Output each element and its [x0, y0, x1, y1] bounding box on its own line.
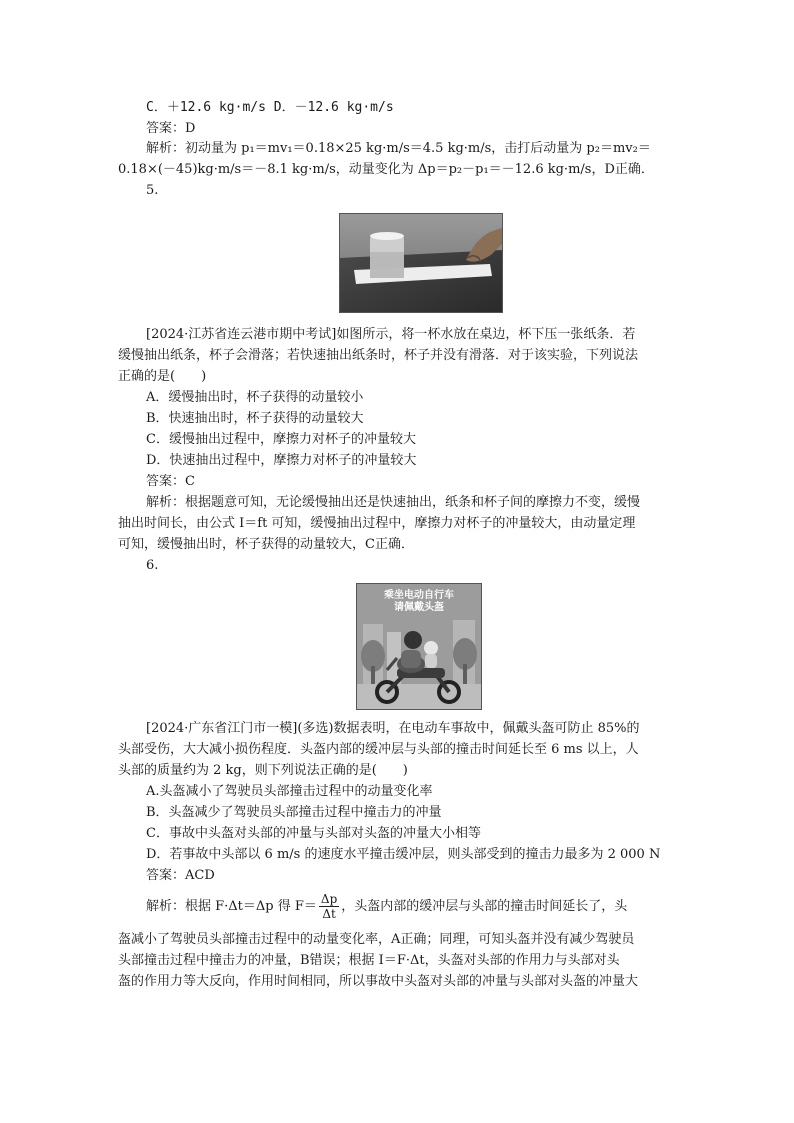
q6-number: 6. [146, 558, 159, 573]
q5-analysis-line1: 解析：根据题意可知，无论缓慢抽出还是快速抽出，纸条和杯子间的摩擦力不变，缓慢 [146, 495, 641, 510]
q4-analysis-line2: 0.18×(－45)kg·m/s＝－8.1 kg·m/s，动量变化为 Δp＝p₂－p₁＝－12.6 kg·m/s，D正确． [118, 162, 654, 177]
q4-answer: 答案：D [146, 121, 196, 136]
q6-option-b: B．头盔减少了驾驶员头部撞击过程中撞击力的冲量 [146, 805, 442, 820]
poster-illustration [357, 584, 481, 709]
fraction-numerator: Δp [320, 892, 338, 906]
q6-analysis-line4: 盔的作用力等大反向，作用时间相同，所以事故中头盔对头部的冲量与头部对头盔的冲量大 [118, 974, 639, 989]
cup-paper-photo [339, 213, 503, 313]
q6-option-d: D．若事故中头部以 6 m/s 的速度水平撞击缓冲层，则头部受到的撞击力最多为 2 000 N [146, 847, 661, 862]
q6-option-c: C．事故中头盔对头部的冲量与头部对头盔的冲量大小相等 [146, 826, 481, 841]
q5-stem-line3: 正确的是( ) [118, 369, 207, 384]
helmet-poster [356, 583, 482, 710]
poster-text-1: 乘坐电动自行车 [384, 590, 454, 601]
q5-option-b: B．快速抽出时，杯子获得的动量较大 [146, 411, 364, 426]
q5-option-c: C．缓慢抽出过程中，摩擦力对杯子的冲量较大 [146, 432, 416, 447]
q4-analysis-line1: 解析：初动量为 p₁＝mv₁＝0.18×25 kg·m/s＝4.5 kg·m/s，击打后动量为 p₂＝mv₂＝ [146, 141, 651, 156]
cup-paper-photo-svg [340, 214, 502, 312]
q5-option-d: D．快速抽出过程中，摩擦力对杯子的冲量较大 [146, 453, 417, 468]
q6-analysis-pre: 解析：根据 F·Δt＝Δp 得 F＝ [146, 899, 317, 914]
fraction-denominator: Δt [322, 907, 336, 921]
q5-stem-line1: [2024·江苏省连云港市期中考试]如图所示，将一杯水放在桌边，杯下压一张纸条．若 [146, 327, 636, 342]
q6-stem-line3: 头部的质量约为 2 kg，则下列说法正确的是( ) [118, 763, 408, 778]
q6-option-a: A.头盔减小了驾驶员头部撞击过程中的动量变化率 [146, 784, 433, 799]
q5-option-a: A．缓慢抽出时，杯子获得的动量较小 [146, 390, 364, 405]
q6-analysis-line2: 盔减小了驾驶员头部撞击过程中的动量变化率，A正确；同理，可知头盔并没有减少驾驶员 [118, 932, 635, 947]
q6-stem-line1: [2024·广东省江门市一模](多选)数据表明，在电动车事故中，佩戴头盔可防止 85%的 [146, 721, 640, 736]
q5-number: 5. [146, 183, 159, 198]
q6-answer: 答案：ACD [146, 868, 215, 883]
q6-analysis-line3: 头部撞击过程中撞击力的冲量，B错误；根据 I＝F·Δt，头盔对头部的作用力与头部对头 [118, 953, 620, 968]
q6-stem-line2: 头部受伤，大大减小损伤程度．头盔内部的缓冲层与头部的撞击时间延长至 6 ms 以上，人 [118, 742, 639, 757]
q6-analysis-post: ，头盔内部的缓冲层与头部的撞击时间延长了，头 [341, 899, 628, 914]
q5-analysis-line3: 可知，缓慢抽出时，杯子获得的动量较大，C正确． [118, 537, 414, 552]
impulse-fraction [319, 892, 339, 921]
q6-analysis-line1 [146, 892, 627, 922]
q5-answer: 答案：C [146, 474, 195, 489]
poster-text-2: 请佩戴头盔 [394, 602, 444, 613]
q5-stem-line2: 缓慢抽出纸条，杯子会滑落；若快速抽出纸条时，杯子并没有滑落．对于该实验，下列说法 [118, 348, 639, 363]
q5-analysis-line2: 抽出时间长，由公式 I＝ft 可知，缓慢抽出过程中，摩擦力对杯子的冲量较大，由动量定理 [118, 516, 636, 531]
q4-options-cd: C．＋12.6 kg·m/s D．－12.6 kg·m/s [146, 100, 394, 115]
